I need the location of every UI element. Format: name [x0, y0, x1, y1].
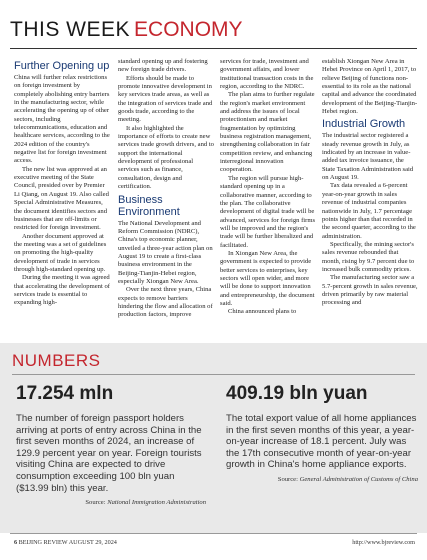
source-label: Source: [85, 499, 106, 507]
article-paragraph: Another document approved at the meeting was a set of guidelines on promoting the high-quality development of trade in services through high-standard opening up. [14, 232, 107, 273]
article-paragraph: The region will pursue high-standard opening up in a collaborative manner, according to the plan. The collaborative development of digital trade will be advanced, services for foreign firms will be improved and the region's trade will be further liberalized and facilitated. [220, 174, 316, 249]
article-column-4 [322, 58, 418, 338]
stat-appliance-exports [226, 383, 418, 483]
numbers-panel [0, 343, 427, 533]
stat-foreign-arrivals [16, 383, 206, 506]
article-paragraph: During the meeting it was agreed that accelerating the development of services trade is essential to expanding high- [14, 274, 110, 307]
article-column-1 [14, 58, 110, 338]
magazine-issue: BEIJING REVIEW AUGUST 29, 2024 [18, 539, 117, 546]
article-paragraph: China announced plans to [228, 308, 297, 316]
article-paragraph: In Xiongan New Area, the government is expected to provide better services to enterprises, key sectors will open wider, and more will be done to support innovation and entrepreneurship, the document said. [220, 249, 315, 307]
article-subheading: Further Opening up [14, 60, 110, 72]
footer-divider [10, 533, 417, 534]
section-subtitle: ECONOMY [134, 18, 243, 41]
article-paragraph: Over the next three years, China expects to remove barriers hindering the flow and allocation of production factors, improve [118, 286, 213, 319]
source-name: General Administration of Customs of China [299, 475, 418, 483]
article-paragraph: standard opening up and fostering new foreign trade drivers. [118, 58, 208, 74]
source-label: Source: [277, 475, 298, 483]
stat-source [226, 476, 418, 483]
article-paragraph: Specifically, the mining sector's sales revenue rebounded that month, rising by 9.7 percent due to increased bulk commodity prices. [322, 240, 415, 273]
numbers-title: NUMBERS [12, 351, 101, 370]
article-paragraph: The industrial sector registered a steady revenue growth in July, as indicated by an increase in value-added tax invoice issuance, the State Taxation Administration said on August 19. [322, 132, 414, 182]
stat-value: 17.254 mln [16, 383, 114, 404]
article-paragraph: The plan aims to further regulate the region's market environment and address the issues of local protectionism and market fragmentation by optimizing business registration management, strengthening collaboration in fair competition review, and enhancing interregional innovation cooperation. [220, 91, 315, 174]
article-paragraph: China will further relax restrictions on foreign investment by completely abolishing entry barriers in the manufacturing sector, while accelerating the opening up of other sectors, including telecommunications, education and healthcare services, according to the 2024 edition of the country's negative list for foreign investment access. [14, 74, 110, 165]
article-paragraph: establish Xiongan New Area in Hebei Province on April 1, 2017, to relieve Beijing of functions non-essential to its role as the national capital and advance the coordinated development of the Beijing-Tianjin-Hebei region. [322, 58, 418, 116]
footer-url[interactable]: http://www.bjreview.com [352, 539, 415, 546]
stat-description: The number of foreign passport holders arriving at ports of entry across China in the first seven months of 2024, an increase of 129.9 percent year on year. Foreign tourists visiting China are expected to drive consumption exceeding 100 bln yuan ($13.99 bln) this year. [16, 413, 202, 494]
article-subheading: Industrial Growth [322, 118, 406, 131]
article-column-3 [220, 58, 316, 338]
article-column-2 [118, 58, 214, 338]
article-paragraph: The manufacturing sector saw a 5.7-percent growth in sales revenue, driven primarily by raw material processing and [322, 274, 418, 307]
article-paragraph: The new list was approved at an executive meeting of the State Council, presided over by Premier Li Qiang, on August 19. Also called Special Administrative Measures, the document identifies sectors and businesses that are off-limits or restricted for foreign investment. [14, 165, 109, 232]
source-name: National Immigration Administration [107, 499, 206, 507]
section-header [10, 18, 417, 48]
article-paragraph: Efforts should be made to promote innovative development in key services trade areas, as well as the integration of services trade and goods trade, according to the meeting. [118, 74, 213, 124]
article-paragraph: services for trade, investment and government affairs, and lower institutional transaction costs in the region, according to the NDRC. [220, 58, 314, 91]
stat-description: The total export value of all home appliances in the first seven months of this year, a year-on-year increase of 18.1 percent. July was the 17th consecutive month of year-on-year growth in China's home appliance exports. [226, 413, 417, 471]
stat-value: 409.19 bln yuan [226, 383, 368, 404]
stat-source [16, 499, 206, 506]
article-paragraph: It also highlighted the importance of efforts to create new services trade growth drivers, and to support the international development of professional services such as finance, consultation, design and certification. [118, 124, 214, 191]
footer-page-info [14, 539, 117, 546]
header-divider [10, 48, 417, 49]
article-paragraph: Tax data revealed a 6-percent year-on-year growth in sales revenue of industrial companies nationwide in July, 1.7 percentage points higher than that recorded in the second quarter, according to the administration. [322, 182, 416, 240]
article-paragraph: The National Development and Reform Commission (NDRC), China's top economic planner, unveiled a three-year action plan on August 19 to create a first-class business environment in the Beijing-Tianjin-Hebei region, especially Xiongan New Area. [118, 219, 213, 285]
section-title: THIS WEEK [10, 18, 131, 41]
page-number: 6 [14, 539, 18, 546]
numbers-divider [12, 374, 415, 375]
article-subheading: Business Environment [118, 193, 180, 218]
